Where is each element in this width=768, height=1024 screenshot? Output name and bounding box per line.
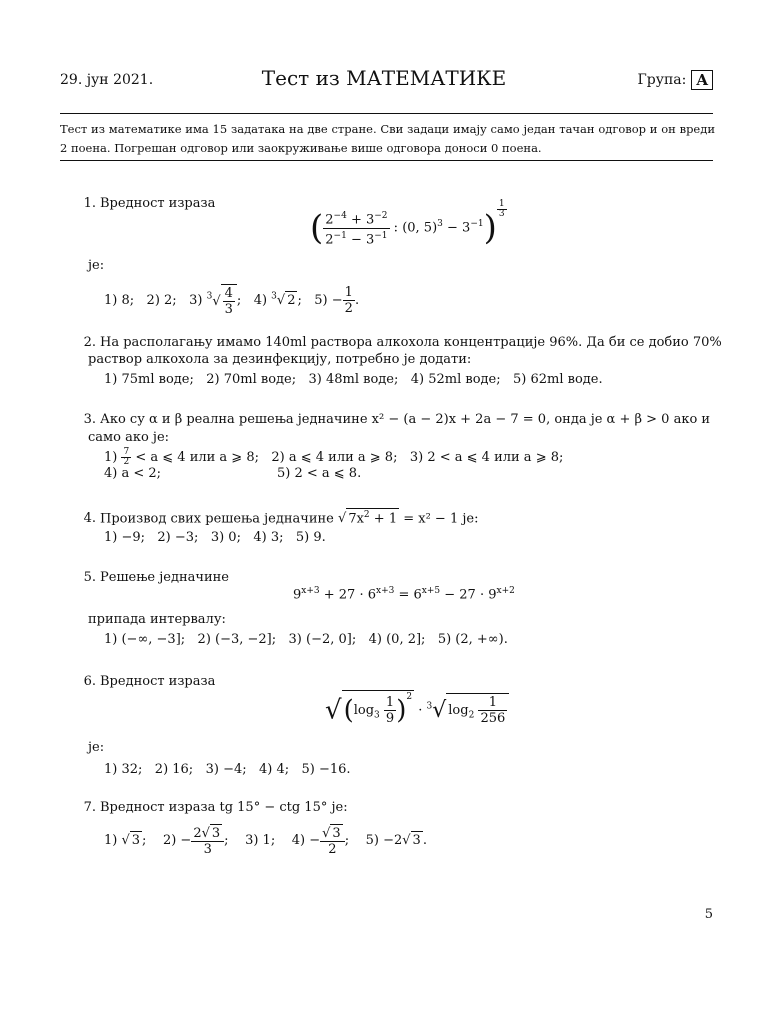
q7-options: 1) √ 3 ; 2) − $\frac{2√ 3}{3}$ ; 3) 1; 4) − $\frac{√ 3}{2}$ ; 5) −2√ 3 .: [104, 826, 427, 857]
question-6: [60, 674, 215, 689]
q3-options-row1: 1) $\frac{7}{2}$ < a ⩽ 4 или a ⩾ 8; 2) a ⩽ 4 или a ⩾ 8; 3) 2 < a ⩽ 4 или a ⩾ 8;: [104, 447, 564, 467]
q3-option-4: 4) a < 2;: [104, 466, 162, 481]
q5-after: припада интервалу:: [88, 612, 226, 627]
exam-title: Тест из МАТЕМАТИКЕ: [261, 66, 507, 90]
question-5: [60, 570, 229, 585]
q6-after: је:: [88, 740, 105, 755]
option-4-math: $^3$√ 2 ;: [271, 291, 302, 308]
question-text: Вредност израза: [100, 674, 216, 689]
group-label: Група:: [637, 72, 687, 88]
q1-after: је:: [88, 258, 105, 273]
page-number: 5: [704, 907, 713, 922]
q4-radical: √ $7x^2 + 1$: [338, 510, 398, 527]
option-2: 2) a ⩽ 4 или a ⩾ 8;: [271, 450, 398, 465]
option-3-label: 3): [189, 293, 203, 308]
question-4: [60, 508, 478, 526]
instructions: Тест из математике има 15 задатака на две стране. Сви задаци имају само један тачан одговор и он вреди 2 поена. Погрешан одговор или заокруживање више одговора доноси 0 поена.: [60, 122, 715, 155]
q4-options: 1) −9; 2) −3; 3) 0; 4) 3; 5) 9.: [104, 530, 326, 545]
q5-options: 1) (−∞, −3]; 2) (−3, −2]; 3) (−2, 0]; 4) (0, 2]; 5) (2, +∞).: [104, 632, 508, 647]
question-1: [60, 196, 215, 211]
q1-options: [104, 284, 359, 317]
group-indicator: [637, 70, 713, 90]
q2-text-line2: раствор алкохола за дезинфекцију, потребно је додати:: [88, 352, 472, 367]
question-number: 7.: [83, 800, 96, 815]
question-number: 6.: [83, 674, 96, 689]
question-2: [60, 335, 722, 350]
question-number: 3.: [83, 412, 96, 427]
option-5-label: 5): [314, 293, 328, 308]
option-2: 2) 2;: [146, 293, 177, 308]
question-text: На располагању имамо 140ml раствора алкохола концентрације 96%. Да би се добио 70%: [100, 335, 722, 350]
question-7: [60, 800, 348, 815]
option-4-label: 4): [253, 293, 268, 308]
question-number: 4.: [83, 511, 96, 527]
question-number: 5.: [83, 570, 96, 585]
q6-options: 1) 32; 2) 16; 3) −4; 4) 4; 5) −16.: [104, 762, 351, 777]
option-3-math: $^3$√ $\frac{4}{3}$ ;: [206, 286, 242, 317]
top-rule: [60, 113, 713, 114]
question-text: Решење једначине: [100, 570, 229, 585]
question-text: Производ свих решења једначине: [100, 511, 334, 527]
option-3: 3) 2 < a ⩽ 4 или a ⩾ 8;: [409, 450, 564, 465]
q4-eq-rhs: = x² − 1 је:: [403, 511, 479, 527]
bottom-rule: [60, 160, 713, 161]
q2-options: 1) 75ml воде; 2) 70ml воде; 3) 48ml воде; 4) 52ml воде; 5) 62ml воде.: [104, 372, 603, 387]
q1-expression: ( $\frac{2^{-4} + 3^{-2}}{2^{-1} - 3^{-1}}$ : (0, $5)^3 - 3^{-1}$) $^{\frac{1}{3}}$: [310, 199, 505, 248]
group-value-box: A: [691, 70, 713, 90]
exam-date: 29. јун 2021.: [60, 72, 154, 88]
option-1: 1) 8;: [104, 293, 135, 308]
question-text: Вредност израза tg 15° − ctg 15° је:: [100, 800, 348, 815]
q3-text-line2: само ако је:: [88, 430, 170, 445]
q5-equation: $9^{x+3} + 27 \cdot 6^{x+3} = 6^{x+5} - 27 \cdot 9^{x+2}$: [293, 586, 515, 603]
option-5-math: − $\frac{1}{2}$ .: [331, 285, 360, 316]
question-3: [60, 412, 710, 427]
q6-expression: $√(\log_3$ $\frac{1}{9}$ )$^2$ · $^3$√ $\log_2$ $\frac{1}{256}$: [325, 690, 509, 726]
option-1: < a ⩽ 4 или a ⩾ 8;: [135, 450, 259, 465]
question-number: 2.: [83, 335, 96, 350]
question-text: Ако су α и β реална решења једначине x² − (a − 2)x + 2a − 7 = 0, онда је α + β > 0 ако и: [100, 412, 711, 427]
question-text: Вредност израза: [100, 196, 216, 211]
q3-option-5: 5) 2 < a ⩽ 8.: [277, 466, 362, 481]
question-number: 1.: [83, 196, 96, 211]
